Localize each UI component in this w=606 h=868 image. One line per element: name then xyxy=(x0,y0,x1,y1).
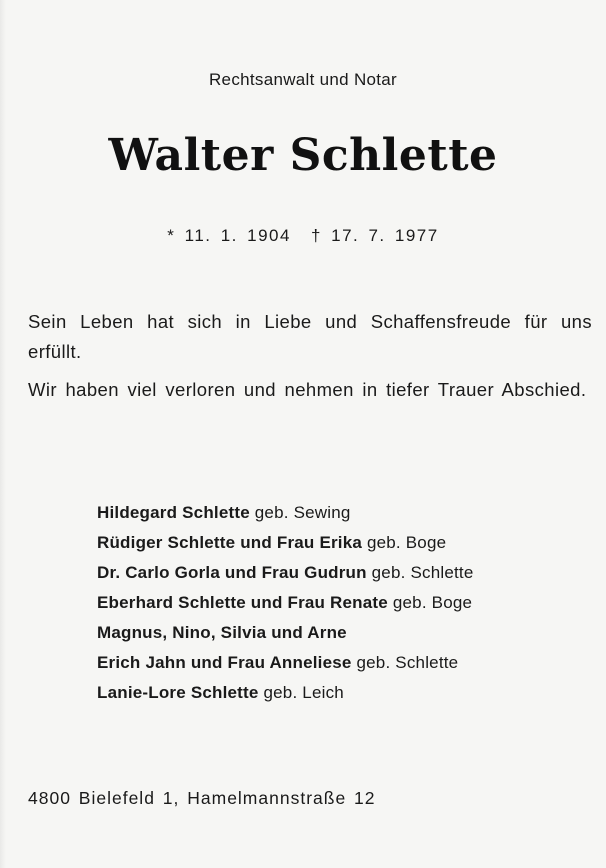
family-row xyxy=(97,678,587,708)
family-member-suffix: geb. Schlette xyxy=(351,653,459,672)
address: 4800 Bielefeld 1, Hamelmannstraße 12 xyxy=(28,788,376,808)
family-member-name: Lanie-Lore Schlette xyxy=(97,683,259,702)
paragraph-life: Sein Leben hat sich in Liebe und Schaffensfreude für uns erfüllt. xyxy=(28,311,592,362)
family-row xyxy=(97,558,587,588)
family-member-name: Erich Jahn und Frau Anneliese xyxy=(97,653,352,672)
paragraph-farewell: Wir haben viel verloren und nehmen in tiefer Trauer Abschied. xyxy=(28,379,587,400)
deceased-name: Walter Schlette xyxy=(108,130,498,181)
family-row xyxy=(97,498,587,528)
family-row xyxy=(97,588,587,618)
family-member-name: Rüdiger Schlette und Frau Erika xyxy=(97,533,363,552)
family-row xyxy=(97,648,587,678)
family-member-suffix: geb. Boge xyxy=(362,533,447,552)
family-member-name: Eberhard Schlette und Frau Renate xyxy=(97,593,388,612)
birth-date: * 11. 1. 1904 xyxy=(167,226,291,245)
family-member-suffix: geb. Schlette xyxy=(366,563,474,582)
family-member-suffix: geb. Boge xyxy=(387,593,473,612)
family-row xyxy=(97,528,587,558)
family-member-name: Dr. Carlo Gorla und Frau Gudrun xyxy=(97,563,367,582)
family-member-suffix: geb. Sewing xyxy=(249,503,351,522)
death-date: † 17. 7. 1977 xyxy=(310,226,439,245)
life-dates xyxy=(0,226,606,246)
family-member-name: Magnus, Nino, Silvia und Arne xyxy=(97,623,347,642)
profession: Rechtsanwalt und Notar xyxy=(208,70,398,89)
family-member-suffix: geb. Leich xyxy=(258,683,344,702)
family-member-name: Hildegard Schlette xyxy=(97,503,250,522)
family-row xyxy=(97,618,587,648)
family-list xyxy=(97,498,587,708)
